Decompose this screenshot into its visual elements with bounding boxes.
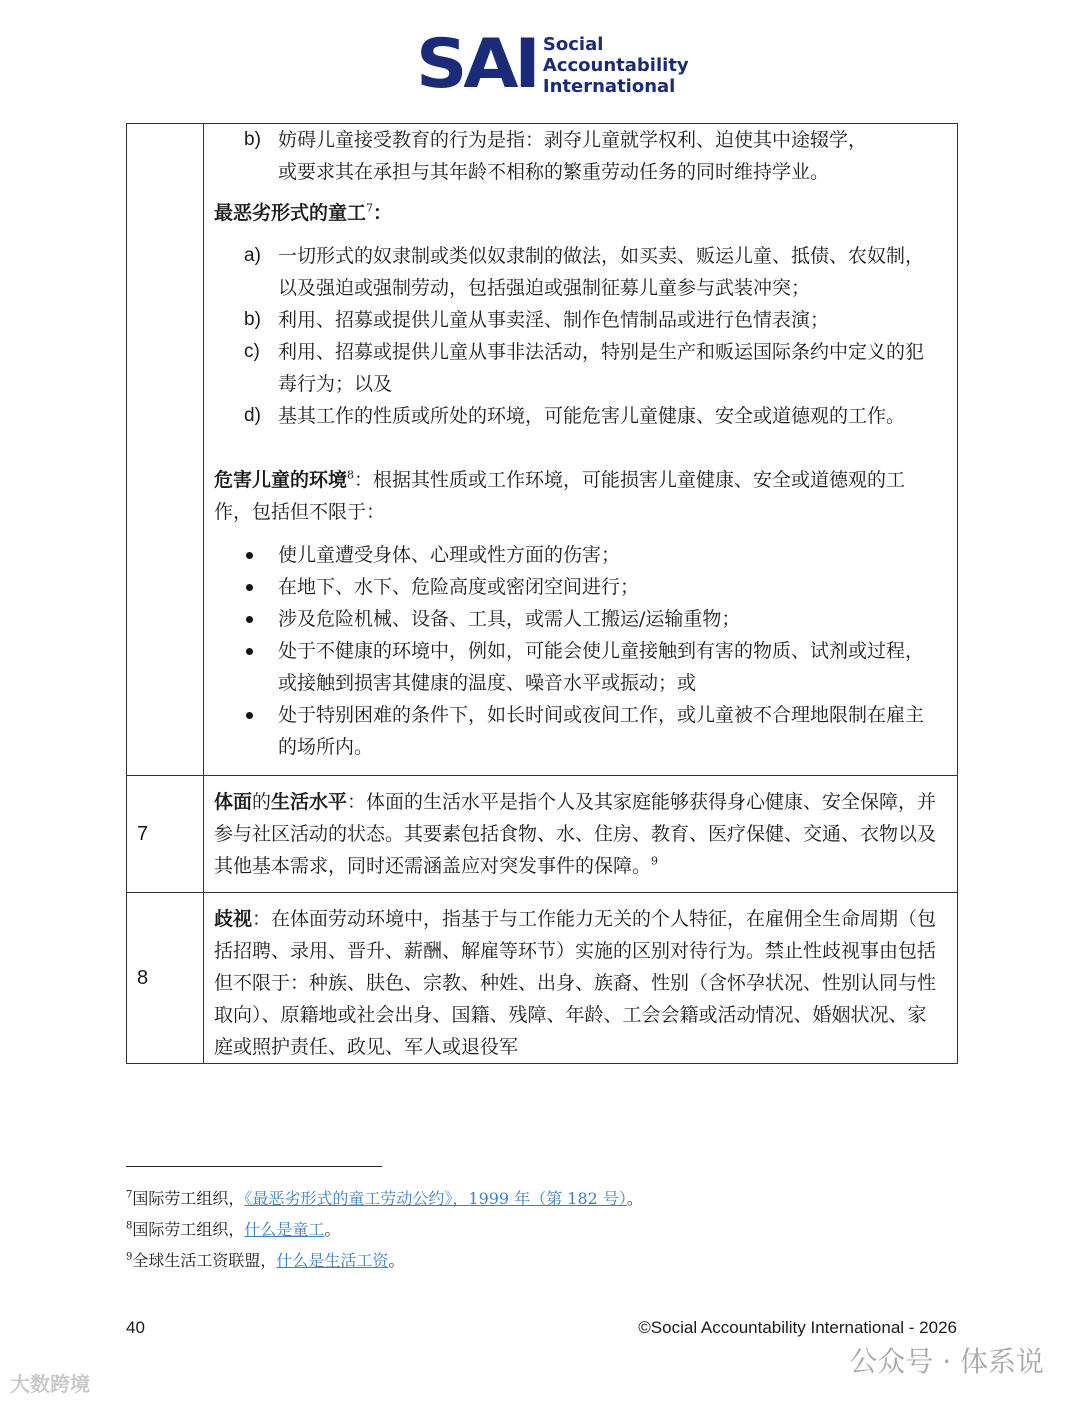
row-number-empty	[127, 124, 204, 776]
watermark-right: 公众号 · 体系说	[849, 1345, 1044, 1378]
row-number: 8	[127, 893, 204, 1064]
hazard-paragraph: 危害儿童的环境$^8$：根据其性质或工作环境，可能损害儿童健康、安全或道德观的工作，包括但不限于：	[214, 468, 906, 523]
list-item: c) 利用、招募或提供儿童从事非法活动，特别是生产和贩运国际条约中定义的犯毒行为；以及	[244, 341, 925, 395]
footnote-link[interactable]: 《最恶劣形式的童工劳动公约》，1999 年（第 182 号）	[244, 1189, 627, 1208]
footnote: $^7$国际劳工组织，《最恶劣形式的童工劳动公约》，1999 年（第 182 号）。	[126, 1189, 643, 1208]
worst-forms-heading: 最恶劣形式的童工$^7$：	[214, 201, 393, 224]
table-row	[127, 893, 958, 1064]
footnote: $^8$国际劳工组织，什么是童工。	[126, 1220, 341, 1239]
row-content: 体面的生活水平：体面的生活水平是指个人及其家庭能够获得身心健康、安全保障，并参与社区活动的状态。其要素包括食物、水、住房、教育、医疗保健、交通、衣物以及其他基本需求，同时还需涵盖应对突发事件的保障。$^9$	[204, 776, 958, 893]
hazard-list	[214, 539, 939, 775]
list-item: d) 基其工作的性质或所处的环境，可能危害儿童健康、安全或道德观的工作。	[244, 405, 906, 427]
footnote: $^9$全球生活工资联盟，什么是生活工资。	[126, 1251, 405, 1270]
footnote-divider	[126, 1166, 382, 1167]
footnote-link[interactable]: 什么是生活工资	[276, 1251, 389, 1270]
list-item: 使儿童遭受身体、心理或性方面的伤害；	[214, 539, 939, 571]
list-item: 涉及危险机械、设备、工具，或需人工搬运/运输重物；	[214, 603, 939, 635]
list-item: 在地下、水下、危险高度或密闭空间进行；	[214, 571, 939, 603]
copyright: ©Social Accountability International - 2026	[638, 1318, 957, 1337]
list-item: 处于不健康的环境中，例如，可能会使儿童接触到有害的物质、试剂或过程，或接触到损害其健康的温度、噪音水平或振动；或	[214, 635, 939, 699]
footnote-link[interactable]: 什么是童工	[244, 1220, 325, 1239]
logo-text: Social Accountability International	[542, 33, 689, 97]
table-row	[127, 776, 958, 893]
definitions-table	[126, 123, 958, 1064]
row-content	[204, 124, 958, 776]
sai-logo	[416, 25, 689, 104]
list-item: b) 利用、招募或提供儿童从事卖淫、制作色情制品或进行色情表演；	[244, 309, 830, 331]
logo-mark: SAI	[416, 25, 537, 104]
table-row-continued	[127, 124, 958, 776]
list-item: 处于特别困难的条件下，如长时间或夜间工作，或儿童被不合理地限制在雇主的场所内。	[214, 699, 939, 763]
watermark-left: 大数跨境	[10, 1372, 90, 1396]
worst-forms-list	[214, 240, 939, 432]
row-content: 歧视：在体面劳动环境中，指基于与工作能力无关的个人特征，在雇佣全生命周期（包括招聘、录用、晋升、薪酬、解雇等环节）实施的区别对待行为。禁止性歧视事由包括但不限于：种族、肤色、宗教、种姓、出身、族裔、性别（含怀孕状况、性别认同与性取向）、原籍地或社会出身、国籍、残障、年龄、工会会籍或活动情况、婚姻状况、家庭或照护责任、政见、军人或退役军	[204, 893, 958, 1064]
list-item: a) 一切形式的奴隶制或类似奴隶制的做法，如买卖、贩运儿童、抵债、农奴制，以及强迫或强制劳动，包括强迫或强制征募儿童参与武装冲突；	[244, 245, 925, 299]
list-item: b) 妨碍儿童接受教育的行为是指：剥夺儿童就学权利、迫使其中途辍学， 或要求其在承担与其年龄不相称的繁重劳动任务的同时维持学业。	[244, 129, 868, 183]
row-number: 7	[127, 776, 204, 893]
page-number: 40	[126, 1318, 145, 1337]
